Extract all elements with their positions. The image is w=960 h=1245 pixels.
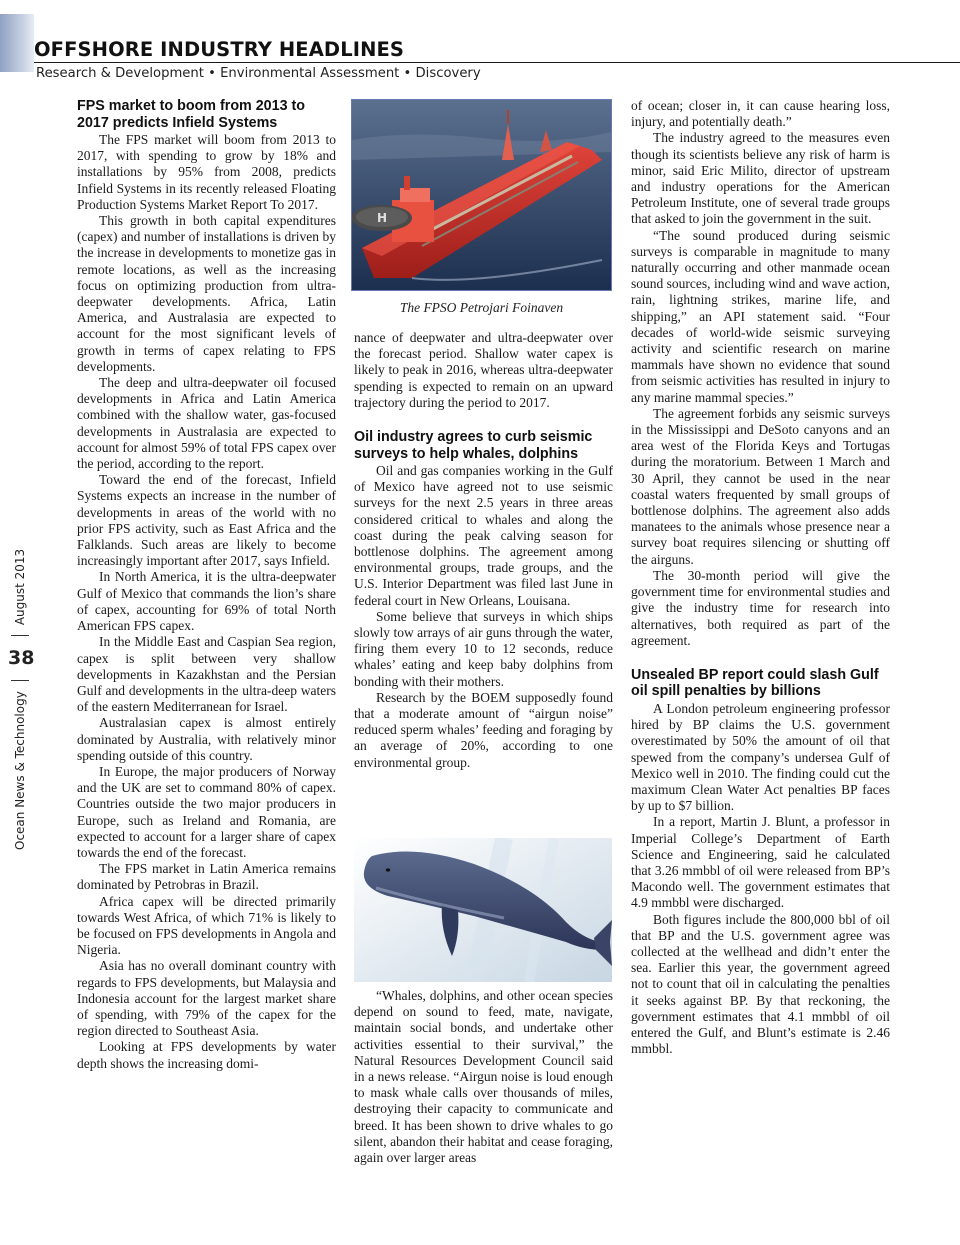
column-3 xyxy=(631,98,890,1057)
header-corner-tab xyxy=(0,14,34,72)
article1-paragraph: The deep and ultra-deepwater oil focused developments in Africa and Latin America combined with the shallow water, gas-focused developments in Australasia are expected to account for almost 59% of total FPS capex over the period, according to the report. xyxy=(77,375,336,472)
article2-paragraph: Research by the BOEM supposedly found that a moderate amount of “airgun noise” reduced sperm whales’ feeding and foraging by an average of 20%, according to one environmental group. xyxy=(354,689,613,770)
article3-paragraph: A London petroleum engineering professor hired by BP claims the U.S. government overestimated by 50% the amount of oil that spewed from the company’s undersea Gulf of Mexico well in 2010. The finding could cut the maximum Clean Water Act penalties BP faces by up to $7 billion. xyxy=(631,700,890,814)
article1-headline: FPS market to boom from 2013 to 2017 predicts Infield Systems xyxy=(77,98,306,131)
fpso-photo xyxy=(351,99,612,291)
page-side-tag xyxy=(8,450,35,850)
article2-paragraph: “Whales, dolphins, and other ocean species depend on sound to feed, mate, navigate, maintain social bonds, and undertake other activities essential to their survival,” the Natural Resources Development Council said in a news release. “Airgun noise is loud enough to mask whale calls over thousands of miles, destroying their capacity to communicate and breed. It has been shown to drive whales to go silent, abandon their habitat and cease foraging, again over larger areas xyxy=(354,988,613,1166)
article2-paragraph: Some believe that surveys in which ships slowly tow arrays of air guns through the water, firing them every 10 to 12 seconds, reduce whales’ eating and keep baby dolphins from bonding with their mothers. xyxy=(354,608,613,689)
article1-paragraph: Australasian capex is almost entirely dominated by Australia, with relatively minor spending outside of this country. xyxy=(77,715,336,763)
column-2 xyxy=(354,330,613,771)
article3-paragraph: In a report, Martin J. Blunt, a professor in Imperial College’s Department of Earth Science and Engineering, said he calculated that 3.26 mmbbl of oil were released from BP’s Macondo well. The government estimates that 4.9 mmbbl were discharged. xyxy=(631,814,890,911)
article1-paragraph: This growth in both capital expenditures (capex) and number of installations is driven by the increase in developments to monetize gas in remote locations, as well as the increasing focus on optimizing production from ultra-deepwater developments. Africa, Latin America, and Australasia are expected to account for the most significant levels of growth in terms of capex relating to FPS developments. xyxy=(77,213,336,374)
article1-continuation: nance of deepwater and ultra-deepwater over the forecast period. Shallow water capex is likely to peak in 2016, whereas ultra-deepwater spending is expected to remain on an upward trajectory during the period to 2017. xyxy=(354,330,613,410)
article2-headline: Oil industry agrees to curb seismic surveys to help whales, dolphins xyxy=(354,429,593,462)
article1-paragraph: The FPS market will boom from 2013 to 2017, with spending to grow by 18% and installations by 95% from 2008, predicts Infield Systems in its recently released Floating Production Systems Market Report To 2017. xyxy=(77,132,336,212)
whale-photo xyxy=(354,838,612,982)
article2-paragraph: Oil and gas companies working in the Gulf of Mexico have agreed not to use seismic surveys for the next 2.5 years in three areas considered critical to whales and along the coast during the peak calving season for bottlenose dolphins. The agreement among environmental groups, trade groups, and the U.S. Interior Department was filed last June in federal court in New Orleans, Louisana. xyxy=(354,463,613,608)
header-rule xyxy=(34,62,960,63)
article1-paragraph: The FPS market in Latin America remains dominated by Petrobras in Brazil. xyxy=(77,861,336,893)
side-divider xyxy=(11,635,29,636)
section-title: OFFSHORE INDUSTRY HEADLINES xyxy=(34,38,405,61)
article1-paragraph: Toward the end of the forecast, Infield Systems expects an increase in the number of developments in areas of the world with no prior FPS activity, such as East Africa and the Falklands. Such areas are likely to become increasingly important after 2017, says Infield. xyxy=(77,472,336,569)
side-divider xyxy=(11,680,29,681)
helideck-marking: H xyxy=(376,211,388,225)
article1-paragraph: In the Middle East and Caspian Sea region, capex is split between very shallow developments in Kazakhstan and the Persian Gulf and developments in the ultra-deep waters of the eastern Mediterranean for Israel. xyxy=(77,634,336,715)
article1-paragraph: In Europe, the major producers of Norway and the UK are set to command 80% of capex. Countries outside the two major producers in Europe, such as Ireland and Romania, are expected to account for a larger share of capex towards the end of the forecast. xyxy=(77,763,336,860)
article3-paragraph: Both figures include the 800,000 bbl of oil that BP and the U.S. government agree was collected at the wellhead and didn’t enter the sea. Earlier this year, the government agreed not to count that oil in calculating the penalties it seeks against BP. By that reckoning, the government estimates that 4.1 mmbbl of oil entered the Gulf, and Blunt’s estimate is 2.46 mmbbl. xyxy=(631,911,890,1057)
article1-paragraph: Africa capex will be directed primarily towards West Africa, of which 71% is likely to be focused on FPS developments in Angola and Nigeria. xyxy=(77,893,336,958)
article1-paragraph: Looking at FPS developments by water depth shows the increasing domi- xyxy=(77,1039,336,1071)
article3-headline: Unsealed BP report could slash Gulf oil spill penalties by billions xyxy=(631,666,879,700)
publication-name: Ocean News & Technology xyxy=(13,691,27,850)
article1-paragraph: In North America, it is the ultra-deepwater Gulf of Mexico that commands the lion’s share of capex, accounting for 69% of total North American FPS capex. xyxy=(77,569,336,634)
section-subtitle: Research & Development • Environmental Assessment • Discovery xyxy=(36,66,481,81)
fpso-illustration xyxy=(352,100,611,290)
column-2-bottom xyxy=(354,988,613,1166)
page-number: 38 xyxy=(8,647,35,670)
column-1 xyxy=(77,98,336,1072)
article2-paragraph: The agreement forbids any seismic surveys in the Mississippi and DeSoto canyons and an area west of the Florida Keys and Tortugas during the moratorium. Between 1 March and 30 April, they cannot be used in the near coastal waters frequented by small groups of bottlenose dolphins. The agreement also adds manatees to the animals whose presence near a survey boat requires silencing or shutting off the airguns. xyxy=(631,405,890,567)
article2-paragraph: “The sound produced during seismic surveys is comparable in magnitude to many naturally occurring and other manmade ocean sound sources, including wind and wave action, rain, lightning strikes, marine life, and shipping,” an API statement said. “Four decades of world-wide seismic surveying activity and scientific research on marine mammals have shown no evidence that sound from seismic activities has resulted in injury to any marine mammal species.” xyxy=(631,227,890,405)
article2-paragraph: The industry agreed to the measures even though its scientists believe any risk of harm is minor, said Eric Milito, director of upstream and industry operations for the American Petroleum Institute, one of several trade groups that asked to join the government in the suit. xyxy=(631,130,890,227)
article1-paragraph: Asia has no overall dominant country with regards to FPS developments, but Malaysia and Indonesia account for the largest market share of spending, with 79% of the capex for the region directed to Southeast Asia. xyxy=(77,958,336,1039)
whale-illustration xyxy=(354,838,612,982)
fpso-caption: The FPSO Petrojari Foinaven xyxy=(399,300,564,315)
article2-paragraph: of ocean; closer in, it can cause hearing loss, injury, and potentially death.” xyxy=(631,98,890,130)
issue-date: August 2013 xyxy=(13,548,27,626)
article2-paragraph: The 30-month period will give the government time for environmental studies and give the industry time for research into alternatives, both required as part of the agreement. xyxy=(631,567,890,648)
